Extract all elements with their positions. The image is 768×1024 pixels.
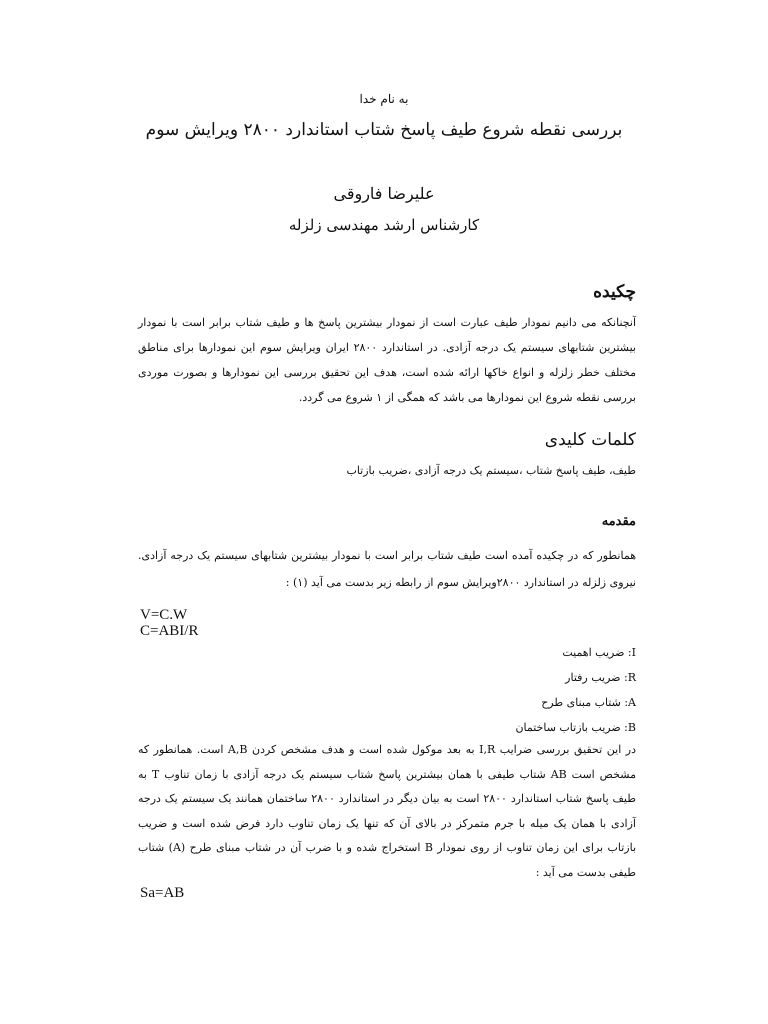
formula-spectral-acceleration: Sa=AB [140,885,185,901]
basmala: به نام خدا [359,92,409,106]
keywords-text: طیف، طیف پاسخ شتاب ،سیستم یک درجه آزادی ،ضریب بازتاب [346,464,636,477]
keywords-heading: کلمات کلیدی [544,430,636,450]
abstract-heading: چکیده [593,282,636,302]
definition-importance-factor: I: ضریب اهمیت [562,646,636,659]
introduction-text: همانطور که در چکیده آمده است طیف شتاب برابر است با نمودار بیشترین شتابهای سیستم یک درجه آزادی. نیروی زلزله در استاندارد ۲۸۰۰ویرایش سوم از رابطه زیر بدست می آید (۱) : [138,549,636,589]
author-name: علیرضا فاروقی [333,184,435,203]
body-paragraph: در این تحقیق بررسی ضرایب I,R به بعد موکول شده است و هدف مشخص کردن A,B است. همانطور که مشخص است AB شتاب طیفی با همان بیشترین پاسخ شتاب سیستم یک درجه آزادی با زمان تناوب T به طیف پاسخ شتاب استاندارد ۲۸۰۰ است به بیان دیگر در استاندارد ۲۸۰۰ ساختمان همانند یک سیستم یک درجه آزادی با همان یک میله با جرم متمرکز در بالای آن که تنها یک زمان تناوب دارد فرض شده است و ضریب بازتاب برای این زمان تناوب از روی نمودار B استخراج شده و با ضرب آن در شتاب مبنای طرح (A) شتاب طیفی بدست می آید : [138,743,637,879]
author-position: کارشناس ارشد مهندسی زلزله [288,216,480,234]
document-title: بررسی نقطه شروع طیف پاسخ شتاب استاندارد ۲۸۰۰ ویرایش سوم [145,120,623,140]
formula-coefficient: C=ABI/R [140,623,199,639]
abstract-text: آنچنانکه می دانیم نمودار طیف عبارت است از نمودار بیشترین پاسخ ها و طیف شتاب برابر است با نمودار بیشترین شتابهای سیستم یک درجه آزادی. در استاندارد ۲۸۰۰ ایران ویرایش سوم این نمودارها برای مناطق مختلف خطر زلزله و انواع خاکها ارائه شده است، هدف این تحقیق بررسی این نمودارها و بصورت موردی بررسی نقطه شروع این نمودارها می باشد که همگی از ۱ شروع می گردد. [138,316,636,404]
definition-design-acceleration: A: شتاب مبنای طرح [541,696,636,709]
definition-reflection-factor: B: ضریب بازتاب ساختمان [515,721,636,734]
definition-behavior-factor: R: ضریب رفتار [565,671,636,684]
introduction-heading: مقدمه [601,514,636,529]
definitions-list [138,640,636,740]
formula-base-shear: V=C.W [140,607,188,623]
